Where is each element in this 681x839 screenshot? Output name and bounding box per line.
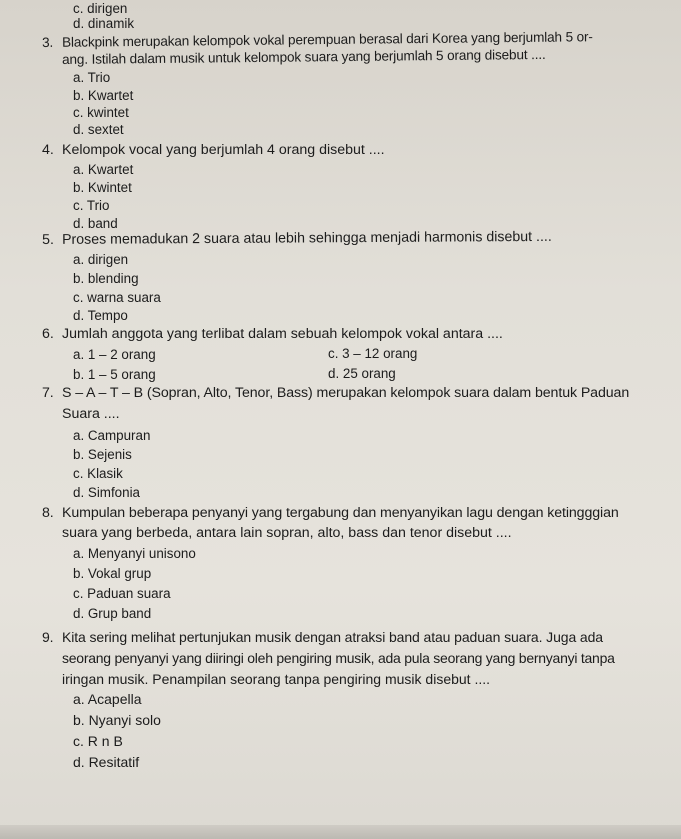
q7-option-a: a. Campuran [73,428,151,443]
q6-option-b: b. 1 – 5 orang [73,367,156,382]
q3-option-c: c. kwintet [73,105,129,120]
q5-option-b: b. blending [73,271,139,286]
q5-line1 [42,230,552,247]
q4-option-c: c. Trio [73,198,110,213]
q9-option-b: b. Nyanyi solo [73,712,161,728]
q6-text-1: Jumlah anggota yang terlibat dalam sebuah kelompok vokal antara .... [62,326,503,342]
q8-line2: suara yang berbeda, antara lain sopran, alto, bass dan tenor disebut .... [62,525,512,541]
q9-line2: seorang penyanyi yang diiringi oleh pengiring musik, ada pula seorang yang bernyanyi tanpa [62,650,615,666]
q3-line2: ang. Istilah dalam musik untuk kelompok suara yang berjumlah 5 orang disebut .... [61,46,546,67]
q4-option-d: d. band [73,216,118,231]
q7-text-1: S – A – T – B (Sopran, Alto, Tenor, Bass) merupakan kelompok suara dalam bentuk Paduan [62,385,630,401]
q2-option-c: c. dirigen [73,1,128,16]
q3-number: 3. [41,34,54,50]
q8-option-b: b. Vokal grup [73,566,152,581]
q9-option-a: a. Acapella [73,691,142,707]
q4-text-1: Kelompok vocal yang berjumlah 4 orang disebut .... [62,142,385,158]
q8-option-a: a. Menyanyi unisono [73,546,196,561]
q9-line1 [42,630,603,644]
q7-option-d: d. Simfonia [73,485,140,500]
q9-option-d: d. Resitatif [73,754,140,770]
q8-number: 8. [42,505,54,521]
q9-text-1: Kita sering melihat pertunjukan musik dengan atraksi band atau paduan suara. Juga ada [62,629,603,645]
q7-option-c: c. Klasik [73,466,123,481]
q8-line1 [42,506,619,520]
q4-number: 4. [42,142,54,158]
q5-option-c: c. warna suara [73,290,161,305]
q8-option-d: d. Grup band [73,606,152,621]
q9-option-c: c. R n B [73,733,123,749]
q3-option-a: a. Trio [73,70,111,85]
q5-number: 5. [41,231,54,248]
q6-option-c: c. 3 – 12 orang [328,346,418,361]
q5-text-1: Proses memadukan 2 suara atau lebih sehingga menjadi harmonis disebut .... [61,228,552,248]
q4-option-b: b. Kwintet [73,180,132,195]
q9-number: 9. [42,629,54,645]
q7-number: 7. [42,385,54,401]
q6-number: 6. [42,326,54,342]
q4-line1 [42,143,385,157]
q6-option-d: d. 25 orang [328,366,396,381]
q6-line1 [42,327,503,341]
q3-option-b: b. Kwartet [73,88,134,103]
q3-text-1: Blackpink merupakan kelompok vokal perempuan berasal dari Korea yang berjumlah 5 or- [61,29,593,50]
q6-option-a: a. 1 – 2 orang [73,347,156,362]
q2-option-d: d. dinamik [73,16,135,31]
q4-option-a: a. Kwartet [73,162,134,177]
q7-line1 [42,386,629,400]
q5-option-a: a. dirigen [73,252,129,267]
q3-option-d: d. sextet [73,122,124,137]
page-bottom-edge [0,825,681,839]
q9-line3: iringan musik. Penampilan seorang tanpa pengiring musik disebut .... [62,671,491,687]
q7-option-b: b. Sejenis [73,447,132,462]
q5-option-d: d. Tempo [73,308,128,323]
q8-text-1: Kumpulan beberapa penyanyi yang tergabung dan menyanyikan lagu dengan ketingggian [62,505,619,521]
q7-line2: Suara .... [62,406,120,422]
q8-option-c: c. Paduan suara [73,586,171,601]
